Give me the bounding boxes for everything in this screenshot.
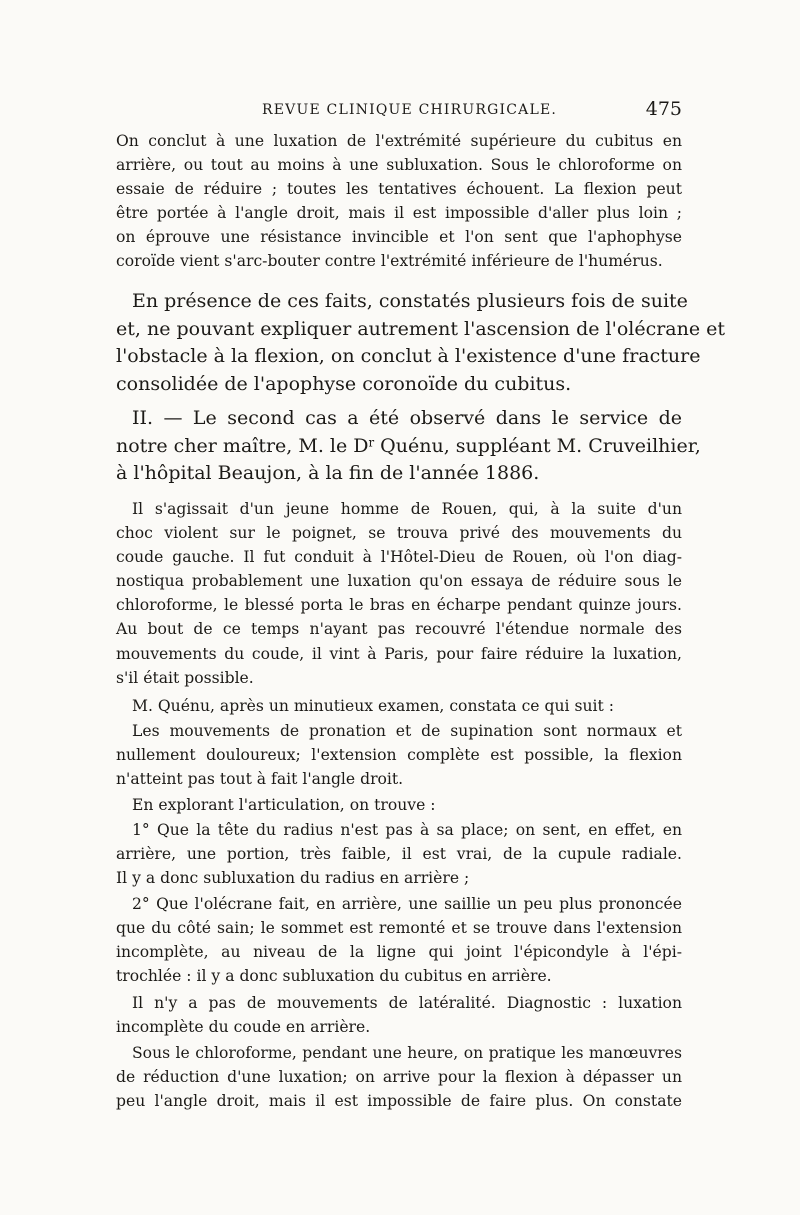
paragraph xyxy=(116,818,682,890)
text-line: on éprouve une résistance invincible et l'on sent que l'aphophyse xyxy=(116,228,682,247)
text-line: consolidée de l'apophyse coronoïde du cubitus. xyxy=(116,372,572,395)
paragraph xyxy=(116,793,682,817)
text-line: l'obstacle à la flexion, on conclut à l'existence d'une fracture xyxy=(116,345,701,368)
text-line: Les mouvements de pronation et de supination sont normaux et xyxy=(132,722,682,740)
text-line: s'il était possible. xyxy=(116,668,254,687)
paragraph xyxy=(116,405,701,488)
paragraph xyxy=(116,892,682,988)
running-title: REVUE CLINIQUE CHIRURGICALE. xyxy=(262,102,558,118)
text-line: de réduction d'une luxation; on arrive pour la flexion à dépasser un xyxy=(116,1068,682,1087)
text-line: Il n'y a pas de mouvements de latéralité. Diagnostic : luxation xyxy=(132,994,682,1012)
text-line: En explorant l'articulation, on trouve : xyxy=(132,796,436,814)
paragraph xyxy=(116,991,682,1039)
text-line: n'atteint pas tout à fait l'angle droit. xyxy=(116,770,404,789)
page-number: 475 xyxy=(645,98,682,120)
text-line: chloroforme, le blessé porta le bras en écharpe pendant quinze jours. xyxy=(116,596,682,615)
text-line: mouvements du coude, il vint à Paris, pour faire réduire la luxation, xyxy=(116,644,682,663)
text-line: Il y a donc subluxation du radius en arrière ; xyxy=(116,869,470,888)
text-line: incomplète, au niveau de la ligne qui joint l'épicondyle à l'épi- xyxy=(116,943,682,962)
text-line: nullement douloureux; l'extension complète est possible, la flexion xyxy=(116,746,682,765)
paragraph xyxy=(116,129,682,274)
text-line: que du côté sain; le sommet est remonté et se trouve dans l'extension xyxy=(116,919,682,938)
paragraph xyxy=(116,1041,682,1113)
text-line: à l'hôpital Beaujon, à la fin de l'année 1886. xyxy=(116,462,540,485)
text-line: coude gauche. Il fut conduit à l'Hôtel-Dieu de Rouen, où l'on diag- xyxy=(116,548,682,567)
text-line: essaie de réduire ; toutes les tentatives échouent. La flexion peut xyxy=(116,180,682,199)
text-line: 2° Que l'olécrane fait, en arrière, une saillie un peu plus prononcée xyxy=(132,895,682,913)
text-line: choc violent sur le poignet, se trouva privé des mouvements du xyxy=(116,524,682,543)
text-line: être portée à l'angle droit, mais il est impossible d'aller plus loin ; xyxy=(116,204,682,223)
text-line: incomplète du coude en arrière. xyxy=(116,1018,371,1037)
text-line: Il s'agissait d'un jeune homme de Rouen, qui, à la suite d'un xyxy=(132,500,682,518)
page-header xyxy=(116,98,682,128)
text-line: trochlée : il y a donc subluxation du cubitus en arrière. xyxy=(116,967,552,986)
text-line: arrière, ou tout au moins à une subluxation. Sous le chloroforme on xyxy=(116,156,682,175)
text-line: 1° Que la tête du radius n'est pas à sa place; on sent, en effet, en xyxy=(132,821,682,839)
paragraph xyxy=(116,694,682,718)
text-line: et, ne pouvant expliquer autrement l'ascension de l'olécrane et xyxy=(116,317,726,340)
text-line: Sous le chloroforme, pendant une heure, on pratique les manœuvres xyxy=(132,1044,682,1062)
text-line: On conclut à une luxation de l'extrémité supérieure du cubitus en xyxy=(116,132,682,150)
text-line: Au bout de ce temps n'ayant pas recouvré l'étendue normale des xyxy=(116,620,682,639)
text-line: notre cher maître, M. le $D^r$ Quénu, suppléant M. Cruveilhier, xyxy=(116,434,701,457)
text-line: nostiqua probablement une luxation qu'on essaya de réduire sous le xyxy=(116,572,682,591)
text-line: arrière, une portion, très faible, il est vrai, de la cupule radiale. xyxy=(116,845,682,864)
text-line: peu l'angle droit, mais il est impossible de faire plus. On constate xyxy=(116,1092,682,1111)
paragraph xyxy=(116,288,726,398)
text-line: II. — Le second cas a été observé dans le service de xyxy=(132,407,682,429)
text-line: En présence de ces faits, constatés plusieurs fois de suite xyxy=(132,290,688,312)
text-line: coroïde vient s'arc-bouter contre l'extrémité inférieure de l'humérus. xyxy=(116,252,663,271)
paragraph xyxy=(116,719,682,791)
paragraph xyxy=(116,497,682,690)
text-line: M. Quénu, après un minutieux examen, constata ce qui suit : xyxy=(132,697,614,715)
